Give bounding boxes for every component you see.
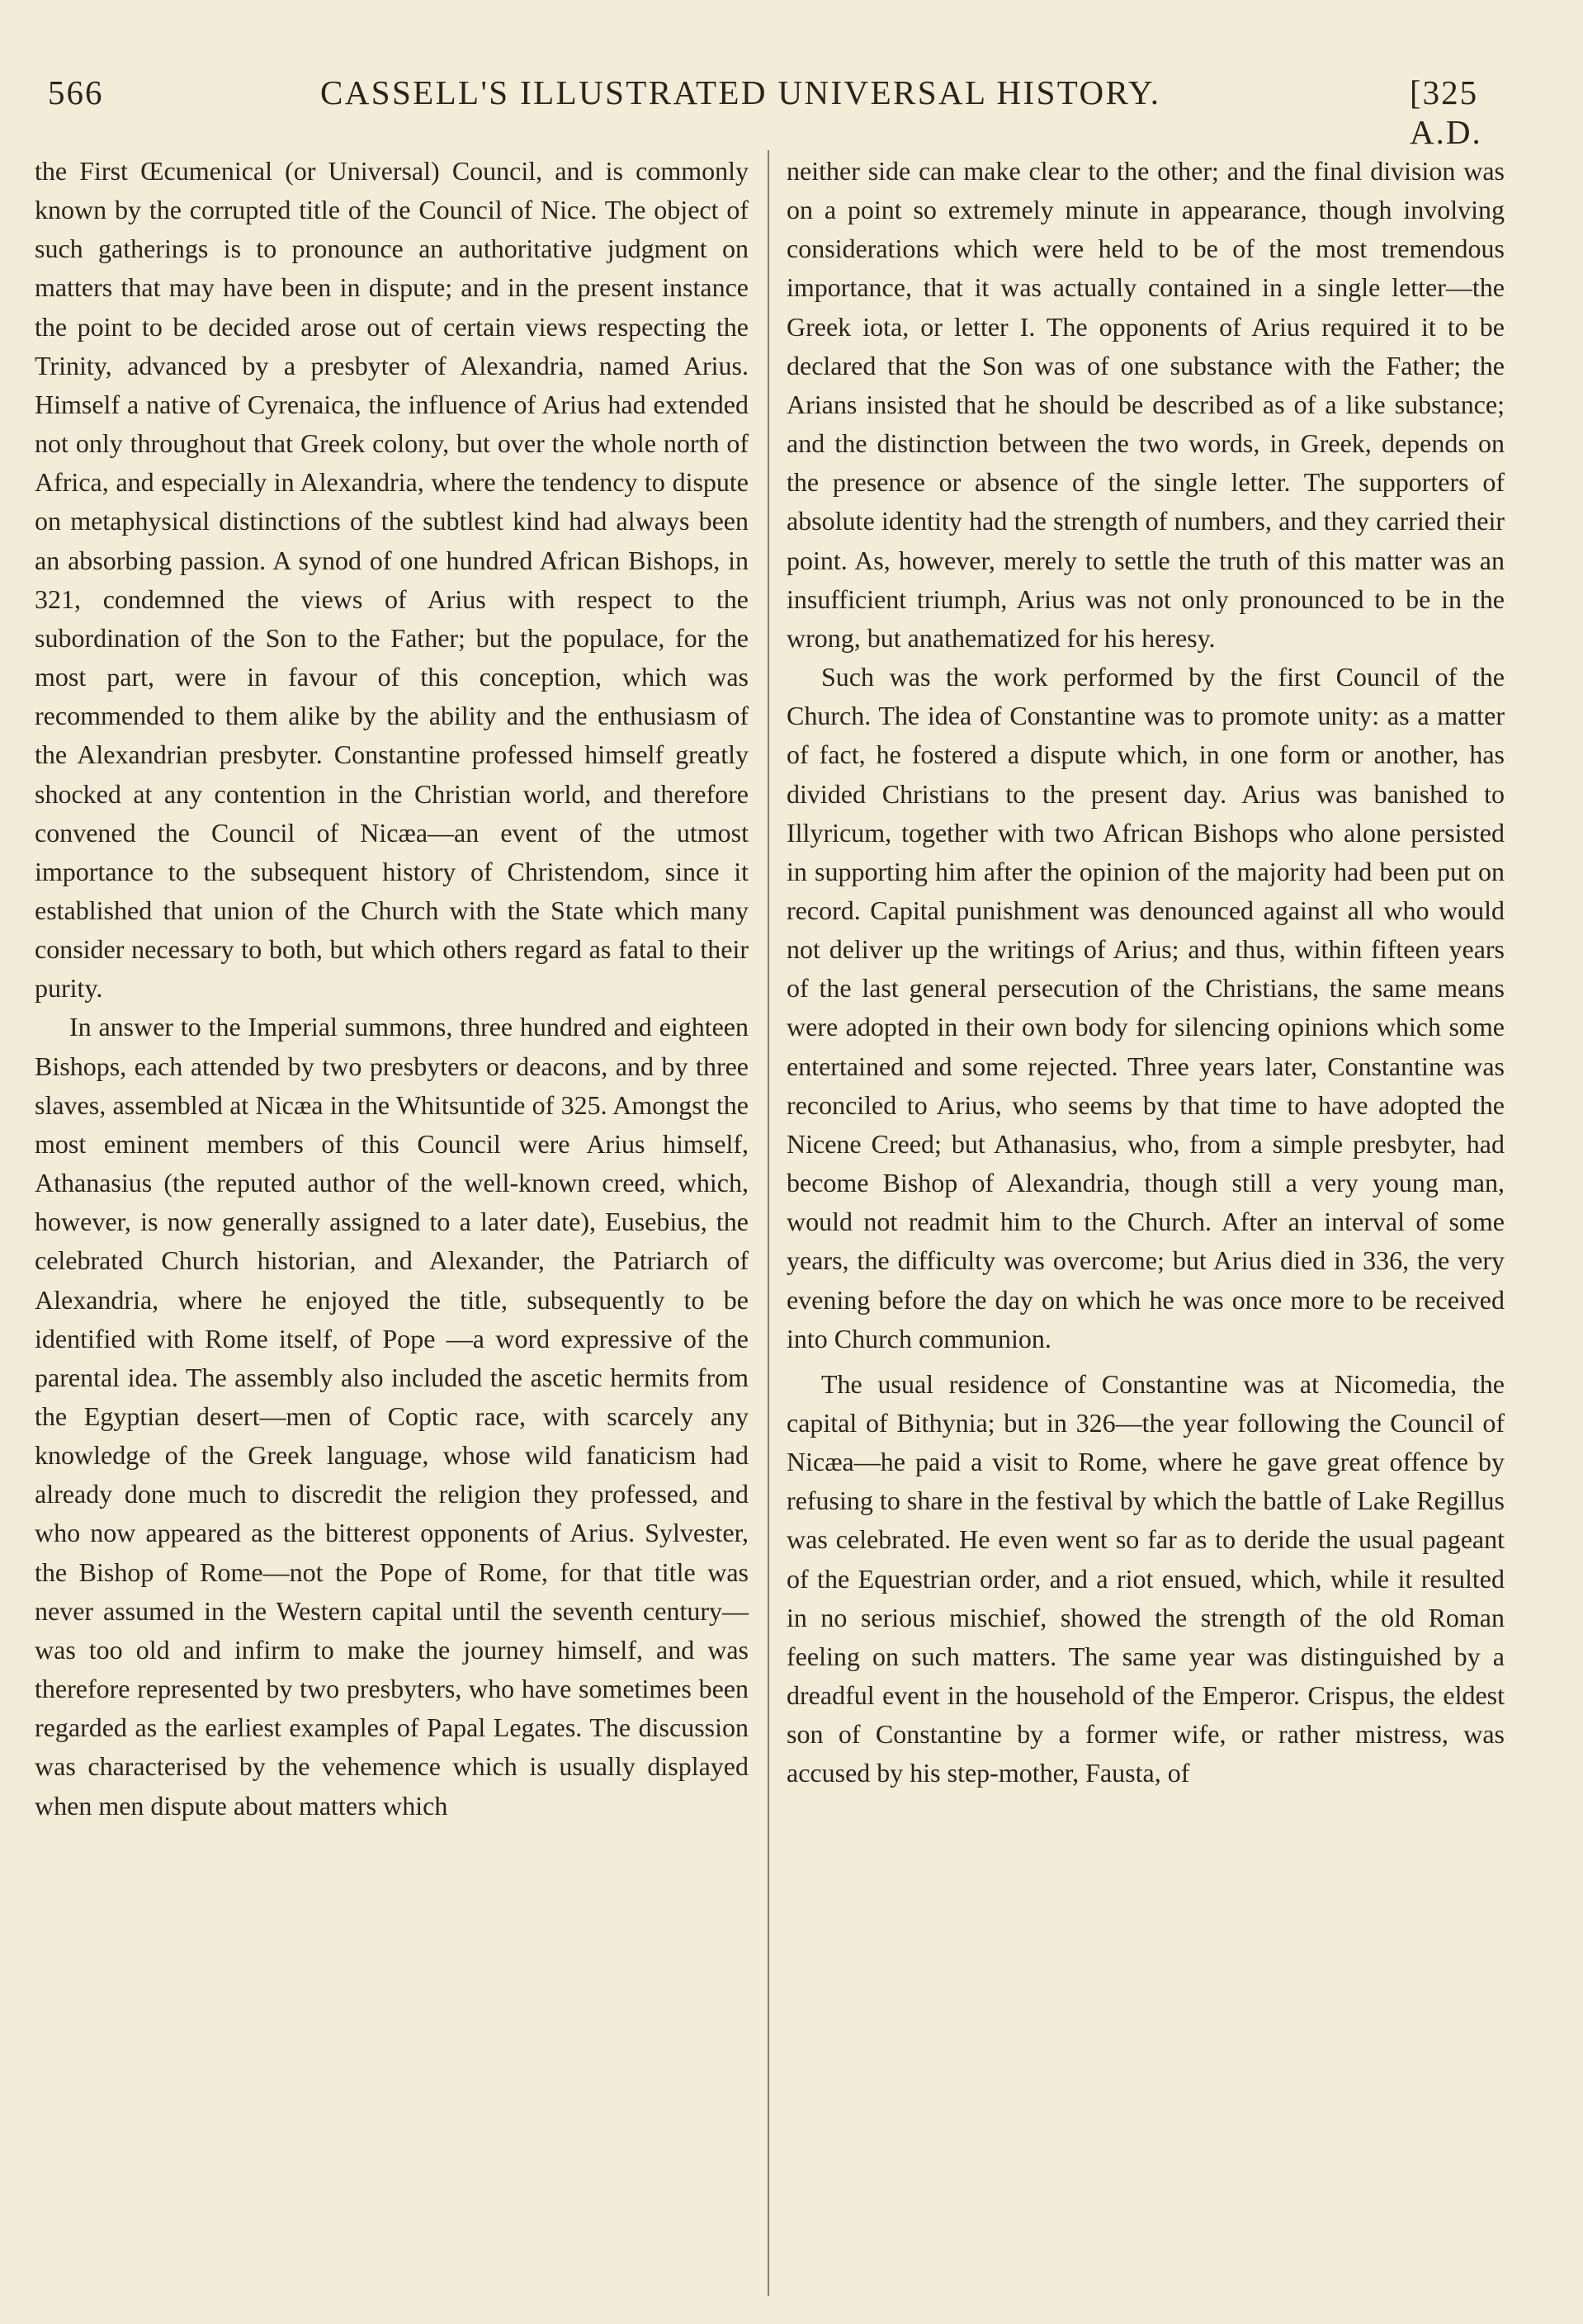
running-head	[48, 73, 1500, 151]
running-date: [325 A.D.	[1410, 73, 1482, 151]
right-paragraph-3: The usual residence of Constantine was at Nicomedia, the capital of Bithynia; but in 326—the year following the Council of Nicæa—he paid a visit to Rome, where he gave great offence by refusing to share in the festival by which the battle of Lake Regillus was celebrated. He even went so far as to deride the usual pageant of the Equestrian order, and a riot ensued, which, while it resulted in no serious mischief, showed the strength of the old Roman feeling on such matters. The same year was distinguished by a dreadful event in the household of the Emperor. Crispus, the eldest son of Constantine by a former wife, or rather mistress, was accused by his step-mother, Fausta, of	[787, 1368, 1505, 1788]
right-column	[787, 152, 1505, 1793]
right-paragraph-1: neither side can make clear to the other; and the final division was on a point so extremely minute in appearance, though involving considerations which were held to be of the most tremendous importance, that it was actually contained in a single letter—the Greek iota, or letter I. The opponents of Arius required it to be declared that the Son was of one substance with the Father; the Arians insisted that he should be described as of a like substance; and the distinction between the two words, in Greek, depends on the presence or absence of the single letter. The supporters of absolute identity had the strength of numbers, and they carried their point. As, however, merely to settle the truth of this matter was an insufficient triumph, Arius was not only pronounced to be in the wrong, but anathematized for his heresy.	[787, 156, 1505, 653]
column-divider	[768, 150, 769, 2296]
right-paragraph-2: Such was the work performed by the first Council of the Church. The idea of Constantine was to promote unity: as a matter of fact, he fostered a dispute which, in one form or another, has divided Christians to the present day. Arius was banished to Illyricum, together with two African Bishops who alone persisted in supporting him after the opinion of the majority had been put on record. Capital punishment was denounced against all who would not deliver up the writings of Arius; and thus, within fifteen years of the last general persecution of the Christians, the same means were adopted in their own body for silencing opinions which some entertained and some rejected. Three years later, Constantine was reconciled to Arius, who seems by that time to have adopted the Nicene Creed; but Athanasius, who, from a simple presbyter, had become Bishop of Alexandria, though still a very young man, would not readmit him to the Church. After an interval of some years, the difficulty was overcome; but Arius died in 336, the very evening before the day on which he was once more to be received into Church communion.	[787, 662, 1505, 1353]
left-paragraph-2: In answer to the Imperial summons, three hundred and eighteen Bishops, each attended by two presbyters or deacons, and by three slaves, assembled at Nicæa in the Whitsuntide of 325. Amongst the most eminent members of this Council were Arius himself, Athanasius (the reputed author of the well-known creed, which, however, is now generally assigned to a later date), Eusebius, the celebrated Church historian, and Alexander, the Patriarch of Alexandria, where he enjoyed the title, subsequently to be identified with Rome itself, of Pope —a word expressive of the parental idea. The assembly also included the ascetic hermits from the Egyptian desert—men of Coptic race, with scarcely any knowledge of the Greek language, whose wild fanaticism had already done much to discredit the religion they professed, and who now appeared as the bitterest opponents of Arius. Sylvester, the Bishop of Rome—not the Pope of Rome, for that title was never assumed in the Western capital until the seventh century—was too old and infirm to make the journey himself, and was therefore represented by two presbyters, who have sometimes been regarded as the earliest examples of Papal Legates. The discussion was characterised by the vehemence which is usually displayed when men dispute about matters which	[35, 1012, 749, 1821]
left-paragraph-1: the First Œcumenical (or Universal) Council, and is commonly known by the corrupted title of the Council of Nice. The object of such gatherings is to pronounce an authoritative judgment on matters that may have been in dispute; and in the present instance the point to be decided arose out of certain views respecting the Trinity, advanced by a presbyter of Alexandria, named Arius. Himself a native of Cyrenaica, the influence of Arius had extended not only throughout that Greek colony, but over the whole north of Africa, and especially in Alexandria, where the tendency to dispute on metaphysical distinctions of the subtlest kind had always been an absorbing passion. A synod of one hundred African Bishops, in 321, condemned the views of Arius with respect to the subordination of the Son to the Father; but the populace, for the most part, were in favour of this conception, which was recommended to them alike by the ability and the enthusiasm of the Alexandrian presbyter. Constantine professed himself greatly shocked at any contention in the Christian world, and therefore convened the Council of Nicæa—an event of the utmost importance to the subsequent history of Christendom, since it established that union of the Church with the State which many consider necessary to both, but which others regard as fatal to their purity.	[35, 156, 749, 1004]
page-number: 566	[48, 73, 104, 111]
book-title: CASSELL'S ILLUSTRATED UNIVERSAL HISTORY.	[320, 73, 1161, 111]
left-column	[35, 152, 749, 1826]
